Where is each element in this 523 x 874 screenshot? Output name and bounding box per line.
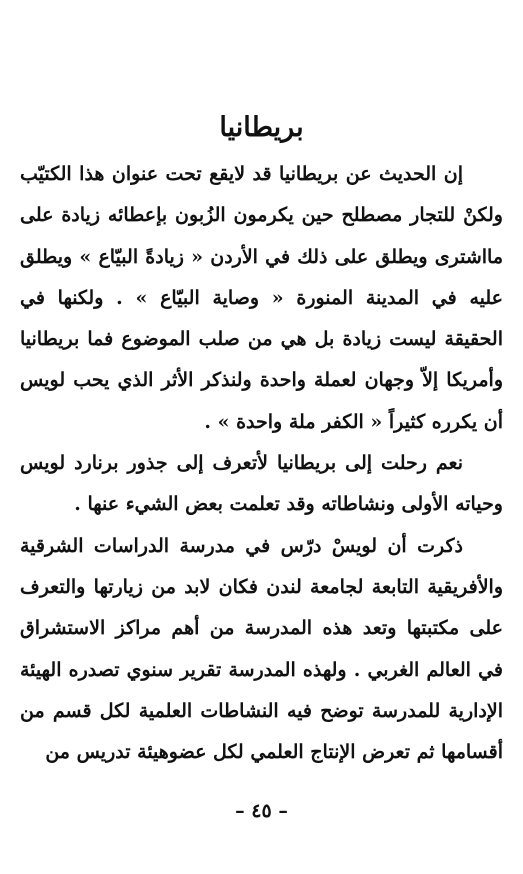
page-title: بريطانيا [219,112,304,143]
paragraph-3: ذكرت أن لويسْ درّس في مدرسة الدراسات الشرقية والأفريقية التابعة لجامعة لندن فكان لابد من زيارتها والتعرف على مكتبتها وتعد هذه المدرسة من أهم مراكز الاستشراق في العالم الغربي . ولهذه المدرسة تقرير سنوي تصدره الهيئة الإدارية للمدرسة توضح فيه النشاطات العلمية لكل قسم من أقسامها ثم تعرض الإنتاج العلمي لكل عضوهيئة تدريس من [20,534,503,764]
paragraph-2: نعم رحلت إلى بريطانيا لأتعرف إلى جذور برنارد لويس وحياته الأولى ونشاطاته وقد تعلمت بعض الشيء عنها . [20,452,503,516]
page-number: – ٤٥ – [235,800,288,822]
body-text [20,154,503,773]
paragraph-1: إن الحديث عن بريطانيا قد لايقع تحت عنوان هذا الكتيّب ولكنْ للتجار مصطلح حين يكرمون الزُبون بإعطائه زيادة على مااشترى ويطلق على ذلك في الأردن « زيادةً البيّاع » ويطلق عليه في المدينة المنورة « وصاية البيّاع » . ولكنها في الحقيقة ليست زيادة بل هي من صلب الموضوع فما بريطانيا وأمريكا إلاّ وجهان لعملة واحدة ولنذكر الأثر الذي يحب لويس أن يكرره كثيراً « الكفر ملة واحدة » . [20,163,503,433]
